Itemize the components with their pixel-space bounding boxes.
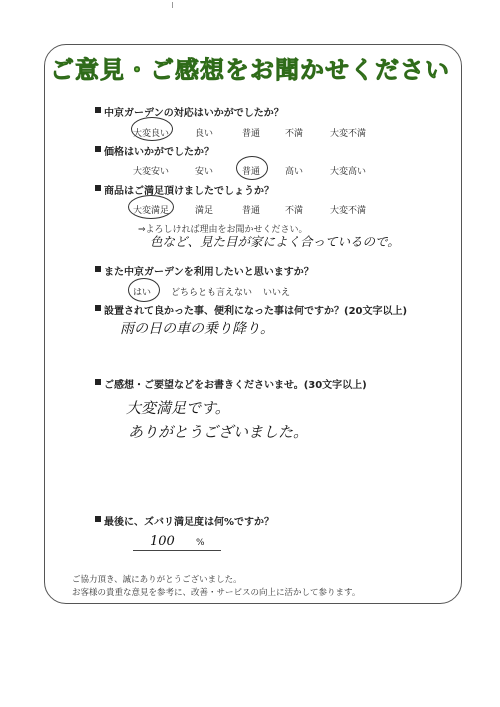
answer-underline xyxy=(133,550,221,551)
footer-thanks: ご協力頂き、誠にありがとうございました。 xyxy=(72,575,242,585)
option-neutral[interactable]: どちらとも言えない xyxy=(171,288,253,298)
option-very-cheap[interactable]: 大変安い xyxy=(133,167,170,177)
handwritten-benefits: 雨の日の車の乗り降り。 xyxy=(120,321,274,337)
selection-circle xyxy=(236,156,268,180)
option-good[interactable]: 良い xyxy=(195,129,214,139)
question-reuse: また中京ガーデンを利用したいと思いますか？ xyxy=(104,263,314,278)
footer-message: お客様の貴重な意見を参考に、改善・サービスの向上に活かして参ります。 xyxy=(72,588,361,598)
selection-circle xyxy=(128,195,174,219)
scan-mark xyxy=(172,2,179,8)
option-normal[interactable]: 普通 xyxy=(242,206,261,216)
selection-circle xyxy=(128,278,160,302)
percent-unit: % xyxy=(196,538,205,548)
option-very-dissatisfied[interactable]: 大変不満 xyxy=(330,129,367,139)
question-satisfaction-percent: 最後に、ズバリ満足度は何%ですか？ xyxy=(104,513,274,528)
handwritten-percent: 100 xyxy=(150,534,175,549)
handwritten-comment-line-1: 大変満足です。 xyxy=(126,399,230,417)
option-cheap[interactable]: 安い xyxy=(195,167,214,177)
option-satisfied[interactable]: 満足 xyxy=(195,206,214,216)
question-price: 価格はいかがでしたか？ xyxy=(104,143,214,158)
option-very-expensive[interactable]: 大変高い xyxy=(330,167,367,177)
option-normal[interactable]: 普通 xyxy=(242,129,261,139)
option-very-dissatisfied[interactable]: 大変不満 xyxy=(330,206,367,216)
option-expensive[interactable]: 高い xyxy=(285,167,304,177)
question-benefits: 設置されて良かった事、便利になった事は何ですか？(20文字以上) xyxy=(104,302,407,317)
survey-title: ご意見・ご感想をお聞かせください xyxy=(50,56,450,84)
option-yes[interactable]: はい xyxy=(133,288,152,298)
handwritten-reason: 色など、見た目が家によく合っているので。 xyxy=(150,234,400,249)
question-staff-service: 中京ガーデンの対応はいかがでしたか？ xyxy=(104,104,284,119)
handwritten-comment-line-2: ありがとうございました。 xyxy=(128,423,309,441)
selection-circle xyxy=(131,117,173,141)
option-normal[interactable]: 普通 xyxy=(242,167,261,177)
option-very-good[interactable]: 大変良い xyxy=(133,129,170,139)
option-very-satisfied[interactable]: 大変満足 xyxy=(133,206,170,216)
option-no[interactable]: いいえ xyxy=(263,288,291,298)
option-dissatisfied[interactable]: 不満 xyxy=(285,129,304,139)
question-product-satisfaction: 商品はご満足頂けましたでしょうか？ xyxy=(104,182,274,197)
option-dissatisfied[interactable]: 不満 xyxy=(285,206,304,216)
question-comments: ご感想・ご要望などをお書きくださいませ。(30文字以上) xyxy=(104,376,367,391)
reason-prompt: ⇒よろしければ理由をお聞かせください。 xyxy=(138,225,308,235)
